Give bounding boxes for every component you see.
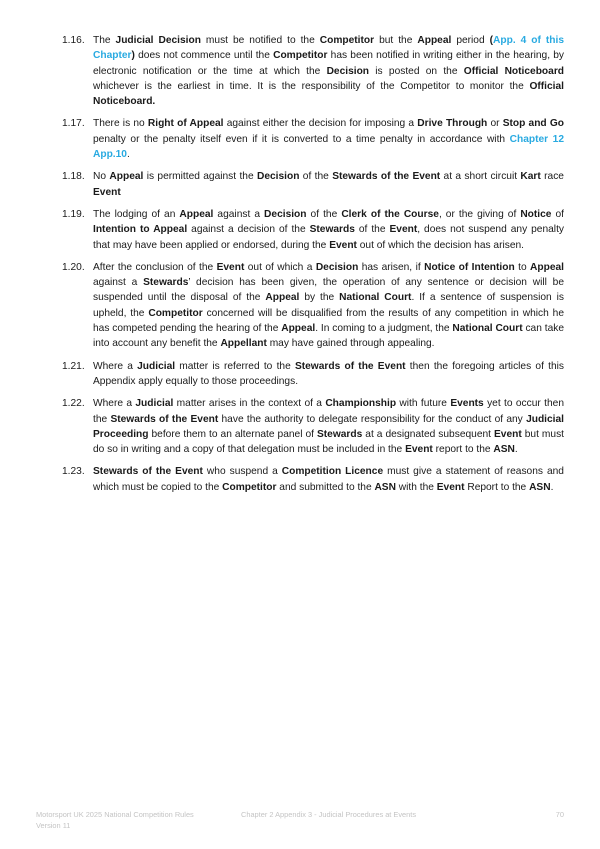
defined-term: Event (494, 428, 522, 440)
defined-term: Notice of Intention (424, 261, 515, 273)
clause-text (93, 169, 564, 200)
defined-term: Appeal (281, 323, 316, 335)
cross-reference-link[interactable]: App. 4 of this Chapter (93, 35, 564, 62)
clause-number: 1.16. (62, 35, 85, 46)
clause-text-run: can take into account any benefit the (93, 323, 564, 350)
defined-term: Competition Licence (281, 466, 384, 478)
defined-term: Intention to Appeal (93, 224, 188, 236)
clause-1-20 (62, 260, 564, 352)
clause-number: 1.17. (62, 118, 85, 130)
clause-text-run: out of which the decision has arisen. (356, 239, 524, 251)
defined-term: Notice (520, 208, 552, 220)
clause-text-run: . If a sentence of suspension is upheld, the (93, 292, 564, 319)
clause-text-run: must give a statement of reasons and which must be copied to the (93, 466, 564, 493)
clause-text-run: report to the (432, 444, 494, 456)
clause-text-run: at a designated subsequent (362, 428, 494, 440)
footer-page-number: 70 (555, 810, 564, 819)
clause-1-21 (62, 359, 564, 390)
defined-term: Appeal (109, 171, 144, 183)
clause-text-run: against either the decision for imposing a (223, 118, 418, 130)
clause-text-run: then the foregoing articles of this Appendix apply equally to those proceedings. (93, 360, 564, 387)
defined-term: Championship (325, 398, 397, 410)
defined-term: Event (436, 481, 465, 493)
clause-text-run: and submitted to the (276, 481, 375, 493)
clause-text-run: has been notified in writing either in the hearing, by electronic notification or the time at which the (93, 50, 564, 77)
defined-term: Judicial Proceeding (93, 413, 564, 440)
defined-term: Official Noticeboard. (93, 80, 564, 108)
clause-text-run: has arisen, if (358, 261, 425, 273)
clause-text-run: Report to the (464, 481, 530, 493)
clause-text-run: against a (93, 277, 144, 289)
clause-text-run: against a (213, 208, 265, 220)
clause-text-run: matter is referred to the (175, 360, 295, 372)
clause-text (93, 396, 564, 457)
defined-term: Right of Appeal (147, 118, 224, 130)
clause-text-run: . In coming to a judgment, the (315, 323, 453, 335)
clause-text-run: . (126, 149, 130, 161)
defined-term: Appeal (530, 261, 565, 273)
defined-term: Decision (315, 261, 359, 273)
defined-term: Event (329, 239, 357, 251)
clause-text-run: have the authority to delegate responsibility for the conduct of any (218, 413, 527, 425)
defined-term: Appeal (417, 35, 452, 46)
defined-term: ) (131, 50, 135, 62)
clause-text (93, 116, 564, 162)
clause-text-run: Where a (93, 360, 138, 372)
defined-term: ASN (529, 481, 551, 493)
defined-term: ASN (493, 444, 515, 456)
clause-text-run: of the (299, 171, 333, 183)
clause-text-run: before them to an alternate panel of (148, 428, 317, 440)
cross-reference-link[interactable]: Chapter 12 App.10 (93, 133, 565, 161)
clause-text-run: yet to occur then the (93, 398, 564, 425)
defined-term: Judicial (135, 398, 174, 410)
defined-term: Competitor (148, 307, 203, 319)
defined-term: Stewards (316, 428, 363, 440)
defined-term: ASN (374, 481, 396, 493)
defined-term: Stewards of the Event (294, 360, 406, 372)
defined-term: Drive Through (417, 118, 488, 130)
clause-text-run: ’ decision has been given, the operation of any sentence or decision will be suspended until the disposal of the (93, 277, 564, 304)
defined-term: Event (93, 186, 121, 198)
clause-1-23 (62, 464, 564, 495)
clause-text-run: , or the giving of (438, 208, 521, 220)
clause-number: 1.18. (62, 171, 85, 183)
clause-text-run: may have gained through appealing. (266, 338, 435, 350)
clause-text-run: After the conclusion of the (93, 261, 217, 273)
clause-number: 1.21. (62, 360, 85, 372)
document-body (62, 33, 564, 502)
clause-text-run: but must do so in writing and a copy of that delegation must be included in the (93, 428, 565, 456)
defined-term: Clerk of the Course (341, 208, 439, 220)
defined-term: Events (450, 398, 484, 410)
clause-text-run: must be notified to the (200, 35, 320, 46)
clause-text-run: period (451, 35, 490, 46)
clause-text (93, 260, 564, 352)
defined-term: Event (405, 444, 433, 456)
clause-text-run: concerned will be disqualified from the results of any competition in which he has competed pending the hearing of the (93, 307, 564, 335)
clause-text-run: at a short circuit (440, 171, 521, 183)
defined-term: Appeal (179, 208, 214, 220)
defined-term: Stop and Go (502, 118, 564, 130)
clause-text-run: matter arises in the context of a (173, 398, 326, 410)
clause-text-run: or (487, 118, 503, 130)
defined-term: Appellant (220, 338, 267, 350)
defined-term: Judicial Decision (115, 35, 201, 46)
defined-term: Decision (326, 65, 370, 77)
clause-1-18 (62, 169, 564, 200)
clause-text-run: to (514, 261, 531, 273)
clause-text-run: race (540, 171, 564, 183)
clause-number: 1.20. (62, 261, 85, 273)
clause-text-run: who suspend a (202, 466, 282, 478)
clause-1-22 (62, 396, 564, 457)
defined-term: Kart (520, 171, 541, 183)
clause-text-run: with future (396, 398, 451, 410)
clause-text-run: , does not suspend any penalty that may have been applied or endorsed, during the (93, 224, 564, 251)
clause-text-run: No (93, 171, 110, 183)
clause-1-16 (62, 33, 564, 109)
footer-chapter: Chapter 2 Appendix 3 - Judicial Procedures at Events (241, 810, 417, 819)
clause-number: 1.19. (62, 208, 85, 220)
clause-text-run: of the (306, 208, 342, 220)
clause-number: 1.23. (62, 466, 85, 478)
clause-number: 1.22. (62, 398, 85, 410)
clause-text-run: of the (354, 224, 390, 236)
footer-version: Version 11 (36, 820, 71, 830)
clause-text-run: The (93, 35, 116, 46)
defined-term: Stewards of the Event (110, 413, 219, 425)
clause-text-run: out of which a (244, 261, 316, 273)
clause-text-run: . (514, 444, 518, 456)
defined-term: Competitor (273, 50, 328, 62)
defined-term: National Court (339, 292, 412, 304)
clause-text-run: There is no (93, 118, 148, 130)
defined-term: Stewards of the Event (93, 466, 203, 478)
clause-1-19 (62, 207, 564, 253)
clause-text-run: of (551, 208, 565, 220)
clause-text-run: is permitted against the (143, 171, 257, 183)
clause-text-run: penalty or the penalty itself even if it is converted to a time penalty in accordance with (93, 133, 510, 145)
defined-term: Appeal (265, 292, 300, 304)
defined-term: Decision (256, 171, 300, 183)
clause-text-run: by the (299, 292, 340, 304)
defined-term: Judicial (137, 360, 176, 372)
clause-text-run: The lodging of an (93, 208, 180, 220)
clause-text (93, 33, 564, 109)
defined-term: Event (389, 224, 418, 236)
defined-term: Decision (264, 208, 307, 220)
clause-text-run: but the (374, 35, 418, 46)
footer-publication (36, 810, 236, 831)
clause-text (93, 207, 564, 253)
defined-term: Competitor (222, 481, 277, 493)
defined-term: Competitor (319, 35, 375, 46)
clause-text-run: against a decision of the (187, 224, 310, 236)
clause-text-run: Where a (93, 398, 136, 410)
defined-term: Event (216, 261, 245, 273)
defined-term: Stewards of the Event (332, 171, 441, 183)
defined-term: ( (489, 35, 494, 46)
clause-text-run: with the (395, 481, 437, 493)
defined-term: Stewards (309, 224, 355, 236)
clause-text (93, 464, 564, 495)
footer-title: Motorsport UK 2025 National Competition Rules (36, 810, 194, 819)
clause-text-run: does not commence until the (134, 50, 274, 62)
defined-term: National Court (452, 323, 523, 335)
clause-text-run: is posted on the (369, 65, 464, 77)
defined-term: Official Noticeboard (463, 65, 565, 77)
clause-text (93, 359, 564, 390)
clause-text-run: . (550, 481, 554, 493)
clause-1-17 (62, 116, 564, 162)
defined-term: Stewards (143, 277, 189, 289)
clause-text-run: whichever is the earliest in time. It is the responsibility of the Competitor to monitor the (93, 80, 530, 92)
